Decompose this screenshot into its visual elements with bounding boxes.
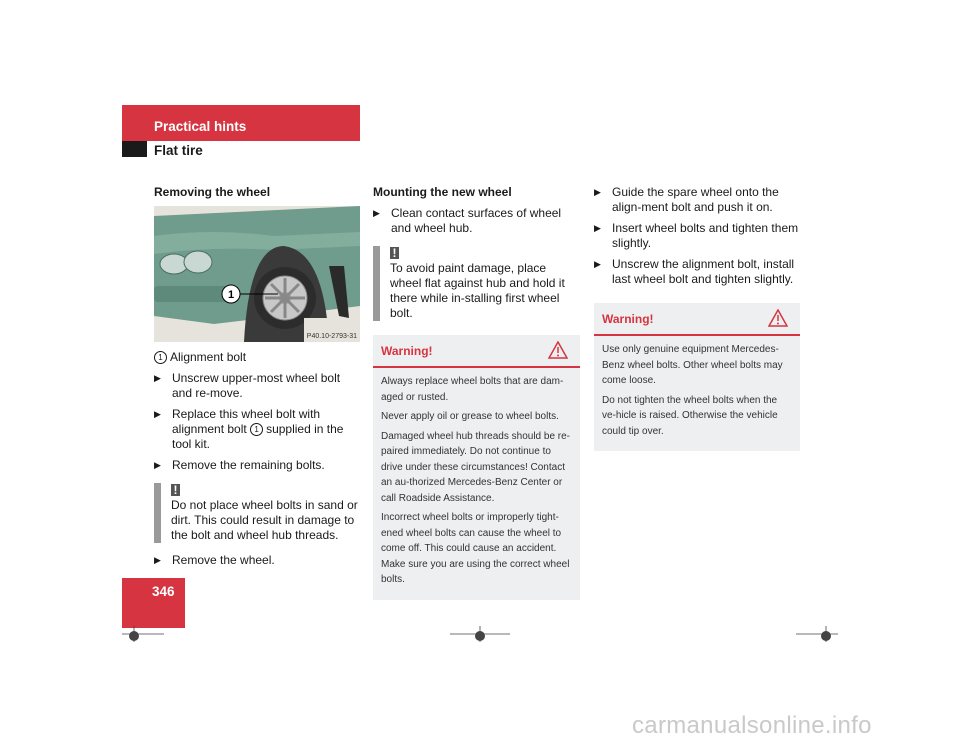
warning-triangle-icon xyxy=(548,341,568,359)
wheel-figure xyxy=(154,206,360,342)
note-text: To avoid paint damage, place wheel flat against hub and hold it there while in-stalling first wheel bolt. xyxy=(390,261,565,320)
subsection-title: Flat tire xyxy=(154,143,203,158)
arrow-icon: ▶ xyxy=(154,460,161,470)
warning-text: Never apply oil or grease to wheel bolts. xyxy=(381,411,559,422)
warning-box-bolts xyxy=(373,335,580,600)
section-title: Practical hints xyxy=(154,119,247,134)
warning-title: Warning! xyxy=(381,344,433,358)
column-install xyxy=(594,185,800,451)
warning-triangle-icon xyxy=(768,309,788,327)
arrow-icon: ▶ xyxy=(594,259,601,269)
warning-text: Use only genuine equipment Mercedes-Benz wheel bolts. Other wheel bolts may come loose. xyxy=(602,344,783,386)
note-paint-damage xyxy=(373,246,580,321)
arrow-icon: ▶ xyxy=(154,373,161,383)
note-text: Do not place wheel bolts in sand or dirt. This could result in damage to the bolt and wheel hub threads. xyxy=(171,498,358,542)
inline-number: 1 xyxy=(250,423,263,436)
caption-text: Alignment bolt xyxy=(170,350,247,364)
warning-title: Warning! xyxy=(602,312,654,326)
step-unscrew-bolt: ▶ Unscrew upper-most wheel bolt and re-move. xyxy=(154,371,341,400)
heading-removing-wheel: Removing the wheel xyxy=(154,185,271,199)
registration-mark-icon xyxy=(122,626,164,642)
attention-icon: ! xyxy=(171,484,180,496)
heading-mounting-wheel: Mounting the new wheel xyxy=(373,185,512,199)
arrow-icon: ▶ xyxy=(594,223,601,233)
step-remove-wheel: ▶ Remove the wheel. xyxy=(154,553,275,567)
registration-mark-icon xyxy=(450,626,510,642)
note-bar xyxy=(154,483,161,543)
arrow-icon: ▶ xyxy=(594,187,601,197)
figure-caption xyxy=(154,350,360,365)
figure-code: P40.10-2793-31 xyxy=(306,333,357,340)
warning-text: Incorrect wheel bolts or improperly tight-ened wheel bolts can cause the wheel to come off. This could cause an accident. Make sure you are using the correct wheel bolts. xyxy=(381,512,570,585)
step-guide-spare: ▶ Guide the spare wheel onto the align-ment bolt and push it on. xyxy=(594,185,779,214)
page-number: 346 xyxy=(152,584,175,599)
figure-callout-1: 1 xyxy=(227,289,235,301)
arrow-icon: ▶ xyxy=(373,208,380,218)
caption-number: 1 xyxy=(154,351,167,364)
warning-text: Do not tighten the wheel bolts when the ve-hicle is raised. Otherwise the vehicle could tip over. xyxy=(602,394,778,437)
attention-icon: ! xyxy=(390,247,399,259)
registration-mark-icon xyxy=(796,626,838,642)
step-insert-bolts: ▶ Insert wheel bolts and tighten them slightly. xyxy=(594,221,799,250)
column-removing xyxy=(154,185,360,574)
step-replace-bolt: ▶ Replace this wheel bolt with alignment bolt 1 supplied in the tool kit. xyxy=(154,407,344,451)
car-wheel-illustration xyxy=(154,206,360,342)
subsection-marker xyxy=(122,141,147,157)
warning-text: Damaged wheel hub threads should be re-paired immediately. Do not continue to drive under these circumstances! Contact an au-thorized Mercedes-Benz Center or call Roadside Assistance. xyxy=(381,430,571,504)
note-bar xyxy=(373,246,380,321)
step-remove-remaining: ▶ Remove the remaining bolts. xyxy=(154,458,325,472)
watermark: carmanualsonline.info xyxy=(632,712,872,739)
warning-box-genuine xyxy=(594,303,800,451)
note-sand-dirt xyxy=(154,483,360,543)
column-mounting xyxy=(373,185,580,600)
step-clean-surfaces: ▶ Clean contact surfaces of wheel and wheel hub. xyxy=(373,206,562,235)
arrow-icon: ▶ xyxy=(154,409,161,419)
arrow-icon: ▶ xyxy=(154,555,161,565)
step-unscrew-alignment: ▶ Unscrew the alignment bolt, install last wheel bolt and tighten slightly. xyxy=(594,257,795,286)
warning-text: Always replace wheel bolts that are dam-aged or rusted. xyxy=(381,376,564,403)
